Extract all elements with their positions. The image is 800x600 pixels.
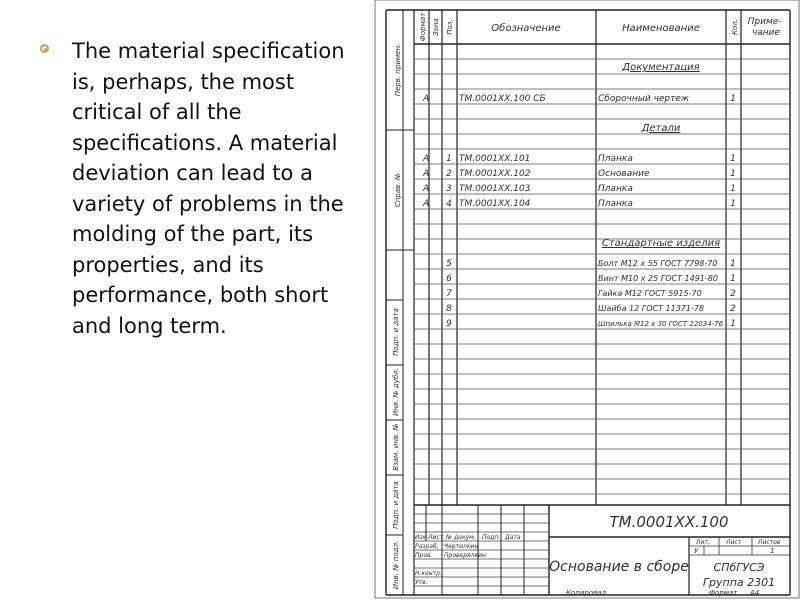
header-designation: Обозначение	[491, 23, 561, 34]
tb-role-tcontrol: Н.контр.	[415, 570, 442, 577]
tb-title: Основание в сборе	[549, 559, 689, 575]
row-name: Гайка М12 ГОСТ 5915-70	[598, 289, 702, 298]
tb-doc-number: ТМ.0001ХХ.100	[609, 513, 729, 531]
tb-lit-value: У	[694, 547, 699, 555]
row-pos: 8	[446, 304, 452, 314]
tb-sheet-label: Лист	[726, 539, 742, 546]
row-pos: 2	[446, 169, 452, 179]
row-pos: 6	[446, 274, 452, 284]
header-pos: Поз.	[446, 19, 454, 35]
tb-col-sign: Подп.	[482, 534, 501, 541]
tb-format-label: Формат	[709, 589, 738, 597]
row-qty: 1	[730, 94, 736, 104]
row-name: Болт М12 x 55 ГОСТ 7798-70	[598, 259, 718, 268]
header-note	[748, 17, 785, 38]
row-name: Шайба 12 ГОСТ 11371-78	[598, 304, 705, 313]
tb-org-line2: Группа 2301	[702, 576, 776, 589]
row-qty: 1	[730, 184, 736, 194]
side-label-replace-inv: Взам. инв. №	[392, 423, 400, 471]
tb-role-dev: Разраб.	[415, 543, 439, 550]
row-name: Сборочный чертеж	[598, 94, 690, 104]
tb-format-value: А4	[750, 589, 760, 597]
row-qty: 1	[730, 199, 736, 209]
row-designation: ТМ.0001ХХ.102	[459, 169, 531, 179]
tb-col-doc: № докум.	[446, 534, 476, 541]
section-parts: Детали	[641, 123, 681, 134]
side-label-sign-date-top: Подп. и дата	[392, 308, 400, 356]
row-name: Шпилька М12 x 30 ГОСТ 22034-76	[598, 320, 724, 328]
row-format: А	[423, 199, 430, 209]
section-standard: Стандартные изделия	[601, 238, 721, 249]
row-pos: 1	[446, 154, 452, 164]
row-format: А	[423, 169, 430, 179]
row-qty: 1	[730, 169, 736, 179]
side-label-sign-date-bottom: Подп. и дата	[392, 481, 400, 529]
row-designation: ТМ.0001ХХ.104	[459, 199, 531, 209]
row-pos: 5	[446, 259, 452, 269]
row-format: А	[423, 184, 430, 194]
header-note-line1: Приме-	[747, 17, 782, 27]
row-pos: 4	[446, 199, 452, 209]
tb-role-approve: Утв.	[415, 579, 428, 586]
row-designation: ТМ.0001ХХ.100 СБ	[459, 94, 546, 104]
row-designation: ТМ.0001ХХ.103	[459, 184, 531, 194]
row-pos: 3	[446, 184, 452, 194]
row-pos: 7	[446, 289, 452, 299]
row-format: А	[423, 94, 430, 104]
specification-sheet	[374, 0, 800, 600]
header-note-line2: чание	[751, 28, 781, 38]
tb-col-change: Изм	[415, 534, 428, 541]
header-name: Наименование	[622, 23, 700, 34]
tb-col-sheet: Лист	[428, 534, 444, 541]
row-qty: 1	[730, 259, 736, 269]
row-qty: 2	[730, 289, 736, 299]
slide-paragraph: The material specification is, perhaps, the most critical of all the specifications. A material deviation can lead to a variety of problems in the molding of the part, its properties, and its performance, both short and long term.	[72, 39, 345, 338]
row-name: Планка	[598, 199, 633, 209]
side-label-dup-inv: Инв. № дубл.	[392, 368, 400, 416]
specification-drawing	[374, 0, 800, 600]
row-qty: 1	[730, 154, 736, 164]
tb-name-check: Проверялкин	[444, 552, 486, 559]
header-format: Формат	[419, 12, 427, 42]
row-pos: 9	[446, 319, 452, 329]
tb-sheets-value: 1	[770, 547, 775, 555]
bullet-icon	[40, 44, 49, 53]
tb-sheets-label: Листов	[758, 539, 781, 546]
side-label-first-use: Перв. примен.	[394, 43, 402, 97]
tb-role-check: Пров.	[415, 552, 433, 559]
side-label-ref-no: Справ. №	[394, 172, 402, 208]
header-zone: Зона	[432, 18, 440, 36]
tb-name-dev: Чертилкин	[444, 543, 479, 550]
tb-org-line1: СПбГУСЭ	[713, 561, 765, 574]
row-qty: 1	[730, 274, 736, 284]
row-name: Основание	[598, 169, 650, 179]
row-qty: 2	[730, 304, 736, 314]
row-qty: 1	[730, 319, 736, 329]
row-name: Планка	[598, 184, 633, 194]
tb-copied: Копировал	[566, 589, 606, 597]
tb-col-date: Дата	[505, 534, 521, 541]
row-format: А	[423, 154, 430, 164]
side-label-orig-inv: Инв. № подл.	[392, 540, 400, 590]
row-name: Винт М10 x 25 ГОСТ 1491-80	[598, 274, 718, 283]
header-qty: Кол.	[731, 19, 739, 35]
row-name: Планка	[598, 154, 633, 164]
tb-lit-label: Лит.	[696, 539, 710, 546]
section-documentation: Документация	[622, 62, 700, 73]
row-designation: ТМ.0001ХХ.101	[459, 154, 531, 164]
slide-text-block	[40, 36, 370, 341]
